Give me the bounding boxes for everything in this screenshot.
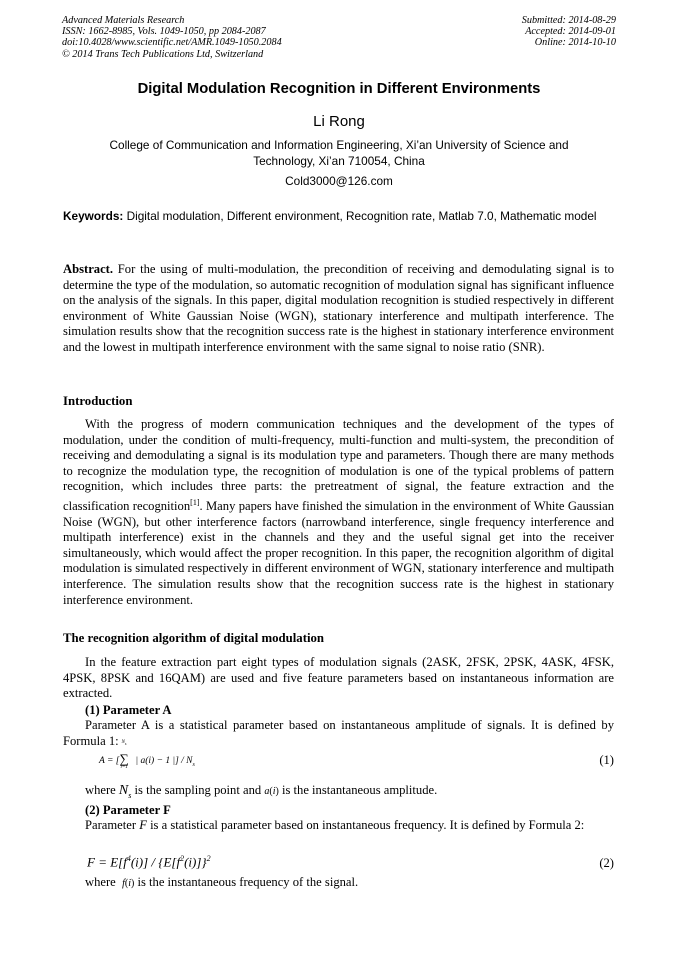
algorithm-heading: The recognition algorithm of digital modulation [63,631,325,645]
formula-2: $F = E[f^4(i)] / \{E[f^2(i)]\}^2$ [87,854,211,870]
where-label-f: where [85,875,116,889]
keywords-text: Digital modulation, Different environment, Recognition rate, Matlab 7.0, Mathematic model [126,209,597,223]
parameter-f-desc-2: is a statistical parameter based on instantaneous frequency. It is defined by Formula 2: [150,818,585,832]
parameter-f-desc-1: Parameter [85,818,137,832]
submitted-date: Submitted: 2014-08-29 [521,15,616,26]
formula-1: A = [ $N_s$ ∑ i=1 | a(i) − 1 |] / $N_s$ [99,740,195,770]
abstract [63,262,614,356]
introduction-text-part2: . Many papers have finished the simulation in the environment of White Gaussian Noise (WGN), but other interference factors (narrowband interference, single frequency interference and multipath interference) exist in the channels and they and the useful signal get into the receiver simultaneously, which would affect the proper recognition. In this paper, the recognition algorithm of digital modulation is simulated respectively in different environment of WGN, stationary interference and multipath interference. The simulation results show that the recognition success rate is the highest in stationary interference environment. [63,498,614,607]
parameter-a-where: where $N_s$ is the sampling point and a(i) is the instantaneous amplitude. [85,783,438,800]
parameter-a-where-2: is the sampling point and [134,783,262,797]
journal-header-right [522,15,616,49]
paper-title: Digital Modulation Recognition in Different Environments [137,81,541,97]
parameter-a-heading: (1) Parameter A [85,703,172,717]
citation-ref: [1] [190,497,200,507]
where-label-a: where [85,783,116,797]
parameter-f-heading: (2) Parameter F [85,803,171,817]
introduction-heading: Introduction [63,394,133,408]
author-name: Li Rong [313,113,365,130]
parameter-a-where-3: is the instantaneous amplitude. [281,783,438,797]
abstract-text: For the using of multi-modulation, the precondition of receiving and demodulating signal is to determine the type of the modulation, so automatic recognition of modulation signal has significant influence on the analysis of the signals. In this paper, digital modulation recognition is studied respectively in different environment of White Gaussian Noise (WGN), stationary interference and multipath interference. The simulation results show that the recognition success rate is the highest in stationary interference environment and the lowest in multipath interference environment with the same signal to noise ratio (SNR). [63,262,614,354]
keywords-label: Keywords: [63,209,124,223]
author-affiliation: College of Communication and Information Engineering, Xi’an University of Science and Technology, Xi’an 710054, China [109,138,569,168]
equation-number-2: (2) [599,856,614,870]
abstract-label: Abstract. [63,262,114,276]
parameter-a-description: Parameter A is a statistical parameter based on instantaneous amplitude of signals. It is defined by Formula 1: [63,718,614,748]
journal-copyright: © 2014 Trans Tech Publications Ltd, Switzerland [62,48,264,60]
introduction-text [63,417,614,608]
equation-number-1: (1) [599,753,614,767]
author-email: Cold3000@126.com [285,174,393,188]
algorithm-text: In the feature extraction part eight types of modulation signals (2ASK, 2FSK, 2PSK, 4ASK, 4FSK, 4PSK, 8PSK and 16QAM) are used and five feature parameters based on instantaneous information are extracted. [63,655,614,701]
journal-name: Advanced Materials Research [62,15,185,26]
online-date: Online: 2014-10-10 [534,37,616,49]
parameter-f-where: where f(i) is the instantaneous frequency of the signal. [85,875,359,889]
parameter-f-where-2: is the instantaneous frequency of the signal. [137,875,359,889]
introduction-text-part1: With the progress of modern communication techniques and the development of the types of modulation, under the condition of multi-frequency, multi-function and multi-system, the precondition of receiving and demodulating a signal is its modulation type and parameters. Though there are many methods to recognize the modulation type, the recognition of modulation is one of the typical problems of pattern recognition, which includes three parts: the pretreatment of signal, the feature extraction and the classification recognition [63,417,614,513]
journal-issn: ISSN: 1662-8985, Vols. 1049-1050, pp 2084-2087 [62,26,266,38]
parameter-f-description: Parameter F is a statistical parameter based on instantaneous frequency. It is defined by Formula 2: [85,818,585,832]
accepted-date: Accepted: 2014-09-01 [525,26,616,38]
keywords [63,209,614,225]
journal-doi: doi:10.4028/www.scientific.net/AMR.1049-1050.2084 [62,37,282,49]
journal-header-left [62,15,282,60]
